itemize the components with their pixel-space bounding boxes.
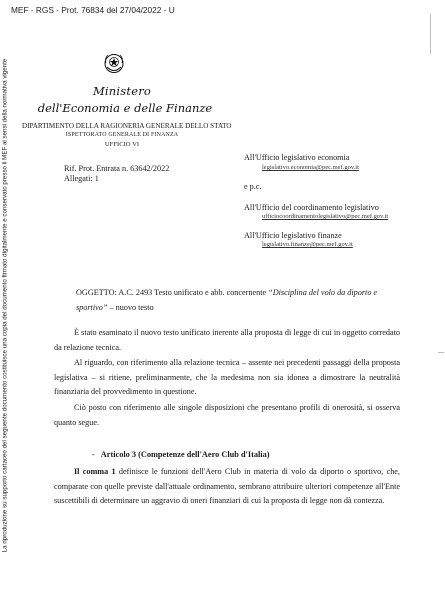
scan-margin-mark: [430, 14, 431, 54]
ministry-subtitle: dell'Economia e delle Finanze: [37, 101, 213, 115]
side-legal-note: La riproduzione su supporto cartaceo del seguente documento costituisce una copia del documento firmato digitalmente e conservato presso il MEF ai sensi della normativa vigente: [1, 58, 9, 553]
article-text: definisce le funzioni dell'Aero Club in materia di volo da diporto o sportivo, che, comparate con quelle previste dall'attuale ordinamento, sembrano attribuire ulteriori competenze all'Ente suscettibili di determinare un aggravio di oneri finanziari di cui la proposta di legge non dà contezza.: [54, 467, 400, 506]
ministry-title: Ministero: [92, 84, 152, 98]
article-dash: -: [92, 450, 95, 459]
reference-protocol: Rif. Prot. Entrata n. 63642/2022: [64, 164, 170, 173]
recipient-name: All'Ufficio del coordinamento legislativo: [244, 203, 379, 212]
recipient-name: All'Ufficio legislativo economia: [244, 153, 350, 162]
recipient-email[interactable]: ufficiocoordinamentolegislativo@pec.mef.gov.it: [262, 213, 389, 220]
body-paragraph: È stato esaminato il nuovo testo unificato inerente alla proposta di legge di cui in oggetto corredato da relazione tecnica.: [54, 328, 400, 352]
article-title: Articolo 3 (Competenze dell'Aero Club d'Italia): [100, 450, 270, 459]
office-name: UFFICIO VI: [104, 141, 140, 148]
italian-republic-emblem-icon: [104, 52, 124, 74]
inspectorate-name: ISPETTORATO GENERALE DI FINANZA: [65, 132, 179, 138]
subject-line: [76, 285, 396, 315]
subject-suffix: – nuovo testo: [107, 303, 154, 312]
attachments-count: Allegati: 1: [64, 174, 99, 183]
cc-label: e p.c.: [244, 182, 262, 191]
protocol-stamp: MEF - RGS - Prot. 76834 del 27/04/2022 - U: [11, 5, 175, 15]
recipient-email[interactable]: legislativo.economia@pec.mef.gov.it: [262, 164, 359, 171]
article-lead: Il comma 1: [74, 467, 116, 476]
recipient-email[interactable]: legislativo.finanze@pec.mef.gov.it: [262, 241, 353, 248]
body-paragraph: Ciò posto con riferimento alle singole disposizioni che presentano profili di onerosità, si osserva quanto segue.: [54, 403, 400, 427]
subject-title: “Disciplina del volo da diporto e sportivo”: [76, 288, 378, 312]
body-paragraph: Al riguardo, con riferimento alla relazione tecnica – assente nei precedenti passaggi della proposta legislativa – si ritiene, preliminarmente, che la medesima non sia idonea a dimostrare la neutralità finanziaria del provvedimento in questione.: [54, 358, 400, 397]
recipient-name: All'Ufficio legislativo finanze: [244, 231, 342, 240]
department-name: DIPARTIMENTO DELLA RAGIONERIA GENERALE DELLO STATO: [22, 122, 232, 130]
subject-prefix: OGGETTO: A.C. 2493 Testo unificato e abb. concernente: [76, 288, 267, 297]
article-heading: [92, 450, 270, 459]
scan-margin-tick: [438, 352, 444, 353]
article-paragraph: [54, 465, 400, 509]
